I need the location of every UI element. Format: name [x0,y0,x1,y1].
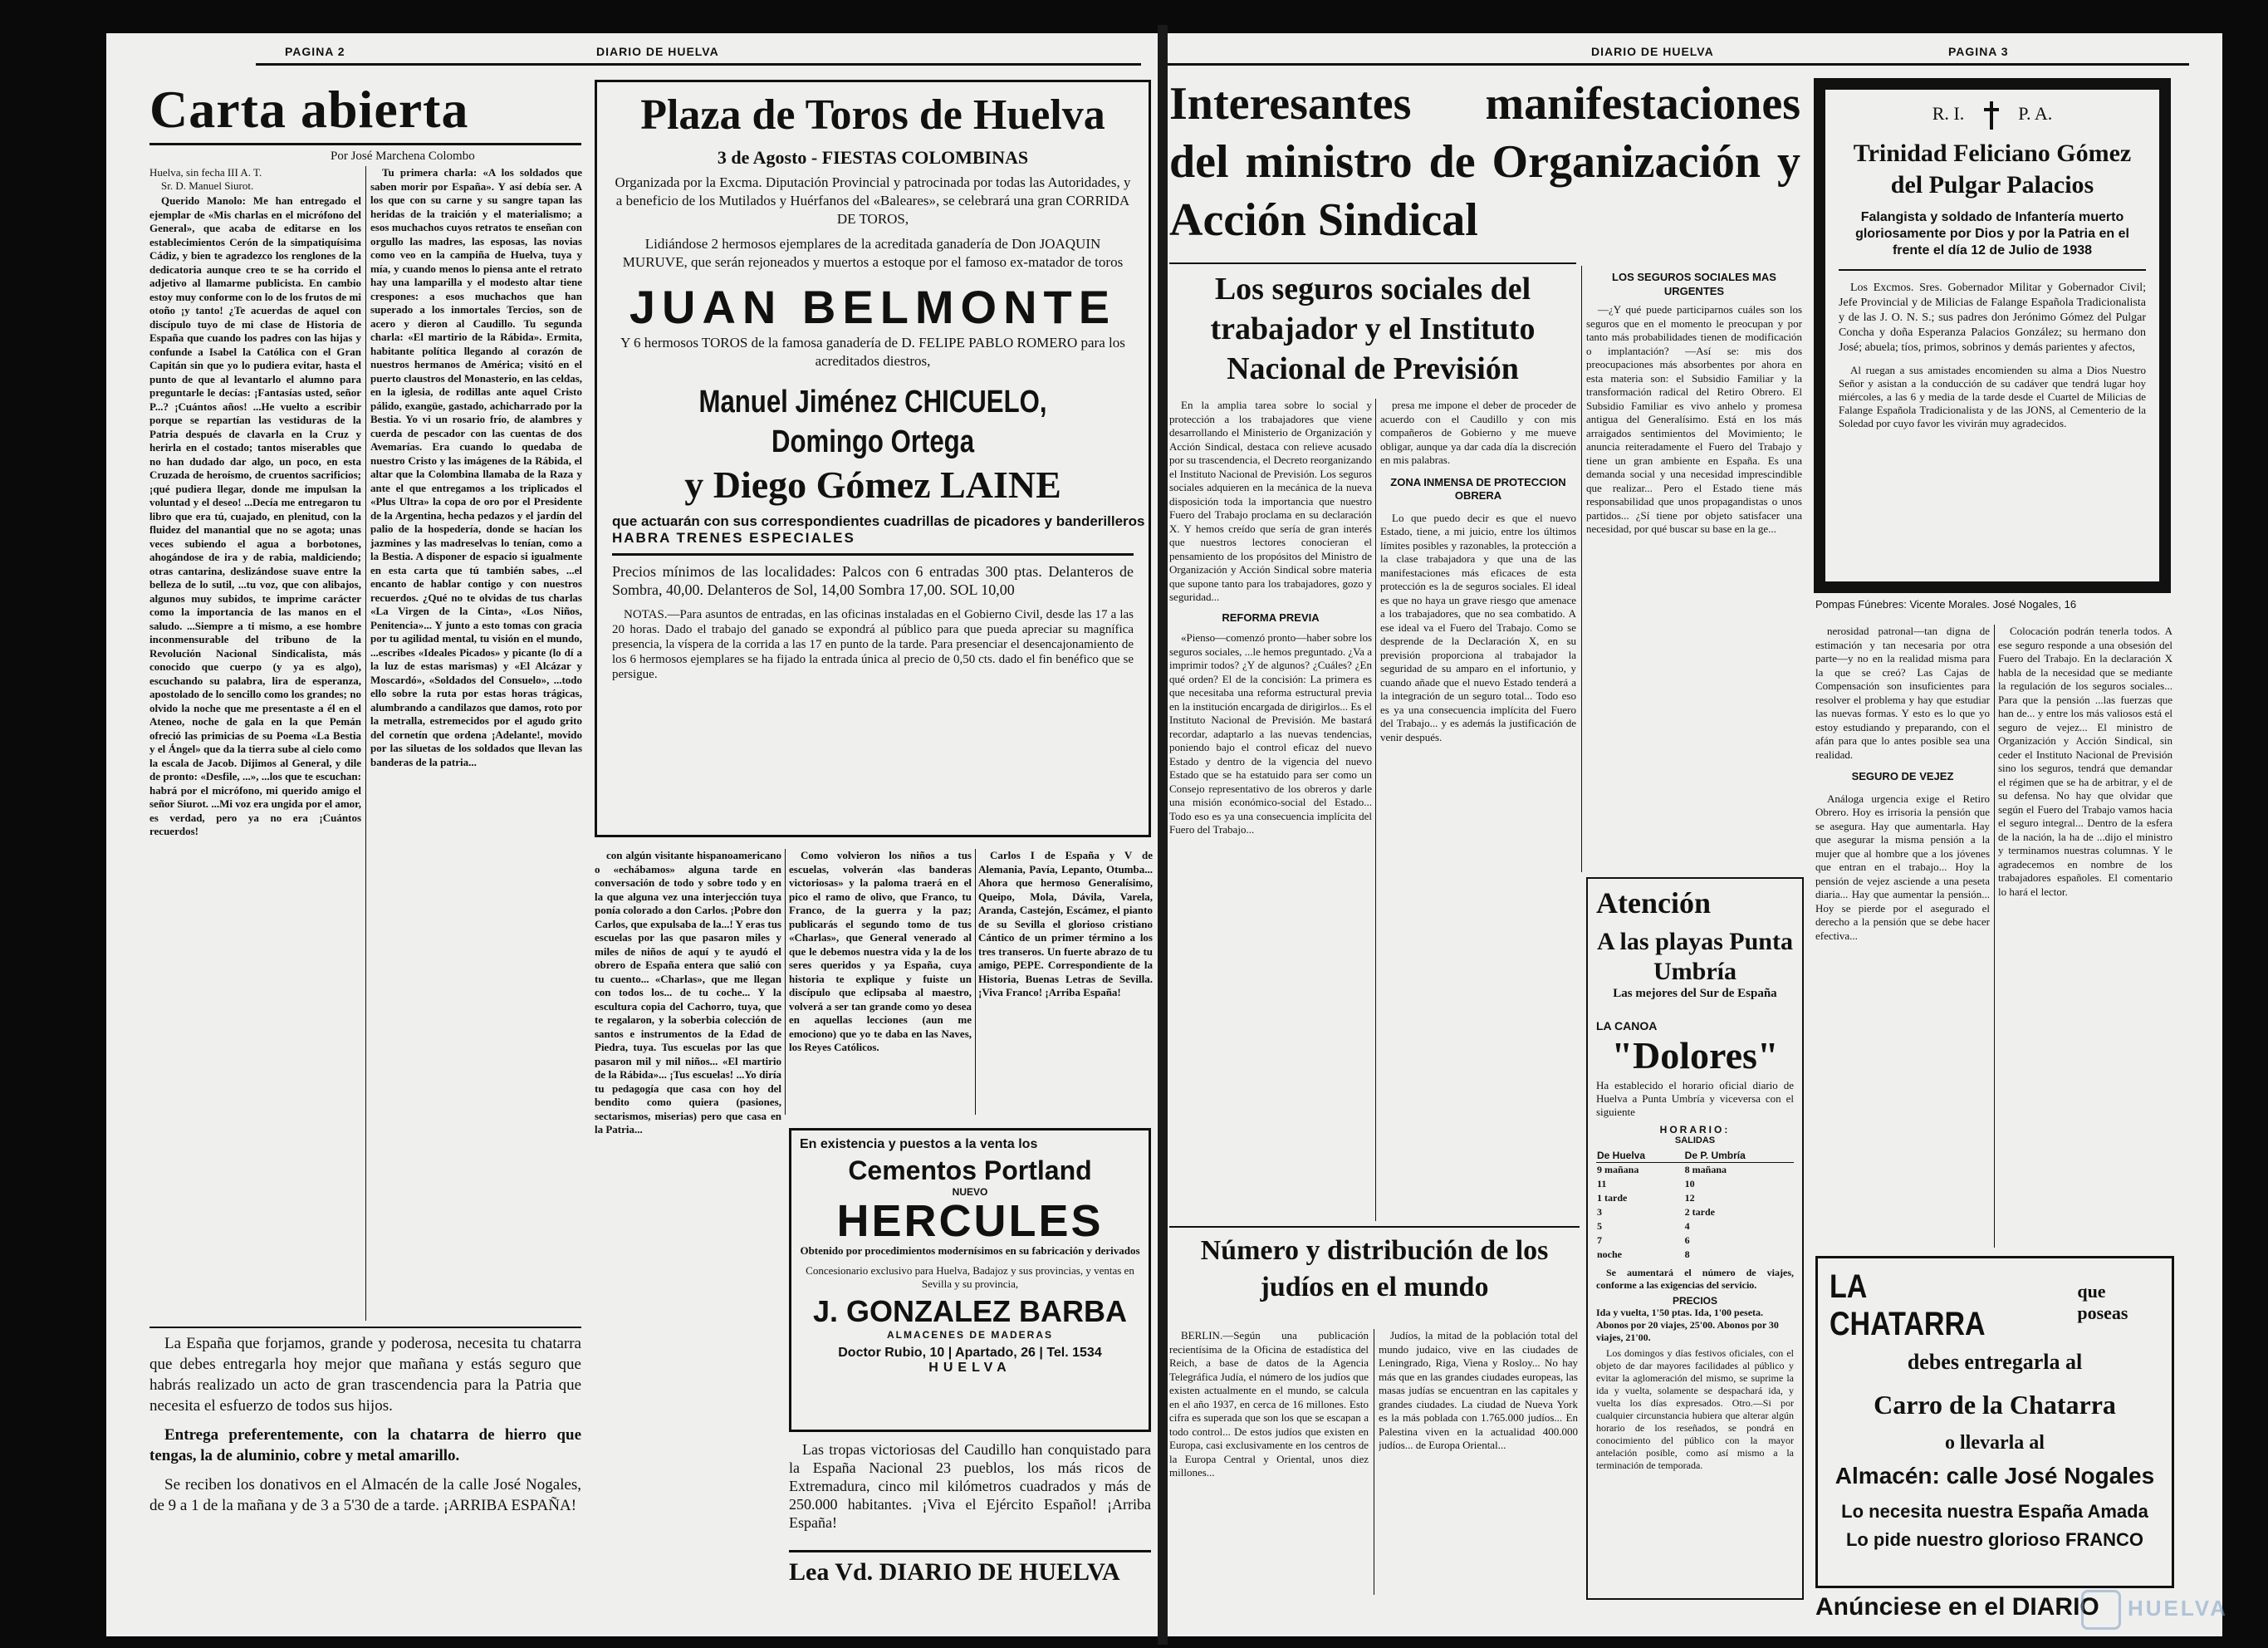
cementos-name: J. GONZALEZ BARBA [813,1294,1127,1328]
masthead-right: DIARIO DE HUELVA [1591,45,1714,58]
chatarra-para2: Entrega preferentemente, con la chatarra de hierro que tengas, la de aluminio, cobre y metal amarillo. [149,1426,581,1464]
horario-row [1596,1163,1794,1178]
watermark: HUELVA [2081,1590,2228,1630]
seguro-col-a: nerosidad patronal—tan digna de estimación y tan necesaria por otra parte—y no en la realidad misma para la que se creó? Las Cajas de Compensación son insuficientes para resolver el problema y hay que estudiar las nuevas formas. Y esto es lo que yo estoy estudiando y preparando, con el afán para que lo antes posible sea una realidad. SEGURO DE VEJEZ Análoga urgencia exige el Retiro Obrero. Hoy es irrisoria la pensión que se asegura. Hay que aumentarla. Hay que asegurar la misma pensión a la mujer que al hombre que a los jóvenes que entran en el trabajo... Hoy la pensión de vejez asciende a una peseta diaria... Hay que aumentar la pensión... Hoy se pierde por el asegurado el derecho a la pensión que se debe hacer efectiva... [1815,625,1990,942]
toros-ad [595,80,1151,837]
atencion-precios-head: PRECIOS [1672,1295,1717,1307]
chatarra-ad [1815,1256,2174,1588]
zona-subhead: ZONA INMENSA DE PROTECCION OBRERA [1390,475,1566,502]
seguros-headline: Los seguros sociales del trabajador y el Instituto Nacional de Previsión [1210,272,1536,386]
carta-addressee: Sr. D. Manuel Siurot. [161,179,254,192]
toros-6toros: Y 6 hermosos TOROS de la famosa ganadería de D. FELIPE PABLO ROMERO para los acreditados diestros, [620,335,1125,369]
horario-col-umbria: De P. Umbría [1684,1149,1794,1163]
toros-date: 3 de Agosto - FIESTAS COLOMBINAS [717,147,1029,168]
rip-subtitle: Falangista y soldado de Infantería muerto gloriosamente por Dios y por la Patria en el frente el día 12 de Julio de 1938 [1855,210,2129,258]
judios-col1: BERLIN.—Según una publicación recientísima de la Oficina de estadística del Reich, a base de datos de la Agencia Telegráfica Judía, el número de los judíos que existen actualmente en el mundo, se calcula en el año 1937, en cerca de 16 millones. Esto cifra es superada que son los que se escapan a todo control... De estos judíos que existen en Europa, casi exclusivamente en los centros de la Europa Central y Oriental, unos diez millones... [1169,1329,1369,1479]
carta-cont-col1: con algún visitante hispanoamericano o «echábamos» alguna tarde en conversación de todo y sobre todo y en la que alguna vez una interjección tuya ponía colorado a don Carlos. ¡Pobre don Carlos, que expulsaba de la...! Y eras tus escuelas por las que pasaron miles y miles de niños de aquí y te ayudó el obrero de España entera que salió con tu cuento... «Charlas», que me llegan con todos los... de tu coche... Y la escultura copia del Cachorro, tuya, que te regalaron, y la soberbia colección de santos e instrumentos de la Edad de Piedra, tuya. Tus escuelas por las que pasaron mil y mil niños... «El martirio de la Rábida»... ¡Tus escuelas! ...Yo diría tu pedagogía que casa con hoy del bendito como quiera (pasiones, sectarismos, miserias) pero que casa en la Patria... [595,849,781,1135]
cementos-brand: HERCULES [836,1196,1104,1246]
salida-umbria: 8 mañana [1684,1164,1727,1175]
tropas-notice: Las tropas victoriosas del Caudillo han conquistado para la España Nacional 23 pueblos, los más ricos de Extremadura, cinco mil kilómetros cuadrados y más de 250.000 habitantes. ¡Viva el Ejército Español! ¡Arriba España! [789,1441,1151,1531]
header-rule [256,63,1141,66]
seguro-col-b: Colocación podrán tenerla todos. A ese seguro responde a una obsesión del Fuero del Trabajo. En la declaración X habla de la necesidad que se mediante la regulación de los seguros sociales... Para que la pensión ...las fuerzas que han de... y entre los más valiosos está el seguro de vejez... El ministro de Organización y Acción Sindical, sin ceder el Instituto Nacional de Previsión sino los seguros, tendrá que demandar el régimen que se ha de arbitrar, y el de su defensa. No hay que olvidar que según el Fuero del Trabajo vamos hacia el seguro integral... Dentro de la esfera de la nación, la ha de ...dijo el ministro y terminamos nuestras columnas. Y le agradecemos en nombre de los trabajadores españoles. El comentario lo hará el lector. [1998,625,2172,898]
rip-name: Trinidad Feliciano Gómez del Pulgar Palacios [1853,140,2132,199]
cross-icon [1984,101,1999,130]
rip-pompas: Pompas Fúnebres: Vicente Morales. José Nogales, 16 [1815,598,2077,611]
rip-family: Los Excmos. Sres. Gobernador Militar y Gobernador Civil; Jefe Provincial y de Milicias de Falange Española Tradicionalista y de las J. O. N. S.; sus padres don Jerónimo Gómez del Pulgar Concha y doña Esperanza Palacios González; su hermano don José; abuela; tíos, primos, sobrinos y demás parientes y afectos, [1839,282,2146,354]
cementos-obtenido: Obtenido por procedimientos modernísimos en su fabricación y derivados [800,1244,1140,1257]
toros-title: Plaza de Toros de Huelva [640,91,1105,139]
toros-organized: Organizada por la Excma. Diputación Provincial y patrocinada por todas las Autoridades, y a beneficio de los Mutilados y Huérfanos del «Baleares», se celebrará una gran CORRIDA DE TOROS, [615,174,1131,227]
ministro-col2: presa me impone el deber de proceder de acuerdo con el Caudillo y con mis compañeros de Gobierno y me mueve obligar, aunque ya dar cada día la discreción en mis palabras. ZONA INMENSA DE PROTECCION OBRERA Lo que puedo decir es que el nuevo Estado, tiene, a mi juicio, entre los últimos límites posibles y razonables, la protección a la clase trabajadora y que una de las manifestaciones más eficaces de esta protección es la de seguros sociales. El ideal es que no haya un grave riesgo que amenace a los trabajadores, que no sea combatido. A ese ideal va el Fuero del Trabajo. Como se desprende de la Declaración X, en su previsión proporciona al trabajador la seguridad de su amparo en el infortunio, y cuando añade que el nuevo Estado tenderá a la integración de un seguro total... Todo eso es ya una consecuencia implícita del Fuero del Trabajo... y es además la justificación de venir después. [1380,399,1576,743]
salida-huelva: 5 [1597,1220,1602,1232]
col-rule [365,166,366,1321]
chatarra-title-small: que poseas [2077,1281,2128,1323]
salida-huelva: 1 tarde [1597,1192,1628,1204]
ministro-col1: En la amplia tarea sobre lo social y protección a los trabajadores que viene desarrollando el Ministerio de Organización y Acción Sindical, destaca con relieve acusado por su trascendencia, el Decreto reorganizando el Instituto Nacional de Previsión. Los seguros sociales adquieren en la mecánica de la nueva disposición toda la importancia que nuestro Fuero del Trabajo proclama en su declaración X. Y hemos creído que sería de gran interés que nuestros lectores conocieran el pensamiento de los propósitos del Ministro de Organización y Acción Sindical sobre materia que supone tanto para los trabajadores, gozo y seguridad... REFORMA PREVIA «Pienso—comenzó pronto—haber sobre los seguros sociales, ...le hemos preguntado. ¿Va a imprimir todos? ¿Y de algunos? ¿Cuáles? ¿En qué orden? El de la concisión: La primera es que necesitaba una reforma estructural previa en la institución encargada de dirigirlos... Es el Instituto Nacional de Previsión. Me bastará recordar, adaptarlo a las nuevas tendencias, poniendo bajo el control eficaz del nuevo Estado y dentro de la vigencia del nuevo Estado que se ha estatuido para ser como un Consejo representativo de los obreros y darle una misión económico-social del Estado... Todo eso es ya una consecuencia implícita del Fuero del Trabajo... [1169,399,1372,836]
salida-huelva: 9 mañana [1597,1164,1639,1175]
salida-huelva: 7 [1597,1234,1602,1246]
horario-col-huelva: De Huelva [1596,1149,1684,1163]
atencion-precios: Ida y vuelta, 1'50 ptas. Ida, 1'00 peseta. Abonos por 20 viajes, 25'00. Abonos por 30 viajes, 21'00. [1596,1307,1779,1343]
chatarra-o-llevarla: o llevarla al [1945,1432,2045,1454]
atencion-nota: Los domingos y días festivos oficiales, con el objeto de dar mayores facilidades al público y evitar la aglomeración del mismo, se suprime la ida y vuelta, solamente se despachará ida, y vuelta los días expresados. Otro.—Si por cualquier circunstancia hubiera que alterar algún horario de los reseñados, se pondrá en conocimiento del público con la mayor antelación posible, como así mismo a la terminación de temporada. [1596,1347,1794,1471]
cementos-nuevo: NUEVO [952,1186,988,1198]
anunciese: Anúnciese en el DIARIO [1815,1593,2099,1621]
rip-ruegan: Al ruegan a sus amistades encomienden su alma a Dios Nuestro Señor y asistan a la conducción de su cadáver que tendrá lugar hoy miércoles, a las 6 y media de la tarde desde el Cuartel de Milicias de Falange Española Tradicionalista y de las JONS, al Cementerio de la Soledad por cuyo favor les vivirán muy agradecidos. [1839,364,2146,429]
vejez-subhead: SEGURO DE VEJEZ [1851,770,1954,782]
carta-cont-col3: Carlos I de España y V de Alemania, Pavía, Lepanto, Otumba... Ahora que hermoso Generalísimo, Queipo, Mola, Dávila, Varela, Aranda, Castejón, Escámez, el pianto de su Sevilla el glorioso cristiano Cántico de un primer término a los tres transeros. Un fuerte abrazo de tu amigo, PEPE. Correspondiente de la Historia, Buenas Letras de Sevilla. ¡Viva Franco! ¡Arriba España! [978,849,1153,998]
archive-logo-icon [2081,1590,2121,1630]
atencion-canoa: LA CANOA [1596,1019,1658,1032]
chatarra-debes: debes entregarla al [1907,1350,2083,1374]
cementos-title: Cementos Portland [848,1155,1092,1185]
salida-umbria: 2 tarde [1684,1206,1715,1218]
page-fold [1158,25,1168,1645]
toros-star: JUAN BELMONTE [629,281,1117,333]
page-number-right: PAGINA 3 [1948,45,2009,58]
toros-precios: Precios mínimos de las localidades: Palcos con 6 entradas 300 ptas. Delanteros de Sombra, 40,00. Delanteros de Sol, 14,00 Sombra 17,00. SOL 10,00 [612,563,1134,598]
horario-row [1596,1205,1794,1219]
ministro-col3: LOS SEGUROS SOCIALES MAS URGENTES —¿Y qué puede participarnos cuáles son los seguros que en el momento le preocupan y por tanto más probabilidades tienen de modificación o implantación? —Así se: mis dos preocupaciones más absorbentes por ahora en esta materia son: el Subsidio Familiar y la transformación radical del Retiro Obrero. El Subsidio Familiar es vivo anhelo y promesa antigua del Generalísimo. Está en los más arraigados sentimientos del Movimiento; le anuncia reiteradamente el Fuero del Trabajo y tiene un gran ambiente en España. Es una demanda social y una necesidad imprescindible que realizar... Pero el Estado tiene más responsabilidad que unos propagandistas o unos partidos... ¿Sí tiene por objeto satisfacer una necesidad, por qué buscar su base en la ge... [1586,271,1802,535]
cementos-ad [789,1128,1151,1432]
horario-row [1596,1191,1794,1205]
judios-col2: Judíos, la mitad de la población total del mundo judaico, vive en las ciudades de Leningrado, Riga, Viena y Rosloy... No hay más que en las grandes ciudades europeas, las masas judías se encuentran en las capitales y grandes ciudades. La ciudad de Nueva York es la más poblada con 1.765.000 judíos... En Palestina viven en la actualidad 400.000 judíos... de Europa Oriental... [1379,1329,1578,1451]
judios-headline: Número y distribución de los judíos en el mundo [1200,1235,1549,1302]
horario-row [1596,1248,1794,1262]
cementos-concesionario: Concesionario exclusivo para Huelva, Badajoz y sus provincias, y ventas en Sevilla y su provincia, [806,1264,1134,1290]
ministro-headline: Interesantes manifestaciones del ministro de Organización y Acción Sindical [1169,78,1800,246]
toros-notas: NOTAS.—Para asuntos de entradas, en las oficinas instaladas en el Gobierno Civil, desde las 17 a las 20 horas. Dado el trabajo del ganado se expondrá al público para que pueda apreciar su magnífica presencia, la víspera de la corrida a las 17 en punto de la tarde. Para presenciar el desencajonamiento de los 6 hermosos ejemplares se ha fijado la entrada única al precio de 0,50 cts. dado el fin benéfico que se persigue. [612,608,1134,681]
horario-table [1596,1149,1794,1262]
seguros-urgentes-subhead: LOS SEGUROS SOCIALES MAS URGENTES [1612,271,1776,297]
horario-row [1596,1177,1794,1191]
atencion-mejores: Las mejores del Sur de España [1613,987,1777,1000]
chatarra-almacen: Almacén: calle José Nogales [1834,1463,2155,1489]
carta-rule [149,143,581,145]
rip-notice [1814,78,2171,593]
chatarra-para1: La España que forjamos, grande y poderosa, necesita tu chatarra que debes entregarla hoy mejor que mañana y estás seguro que habrás realizado un acto de gran trascendencia para la Patria que necesita el esfuerzo de todos sus hijos. [149,1335,581,1415]
cementos-header: En existencia y puestos a la venta los [800,1137,1038,1151]
atencion-ad [1586,877,1804,1600]
atencion-intro: Ha establecido el horario oficial diario de Huelva a Punta Umbría y viceversa con el siguiente [1596,1079,1794,1118]
atencion-aumentara: Se aumentará el número de viajes, conforme a las exigencias del servicio. [1596,1267,1794,1291]
salida-huelva: 3 [1597,1206,1602,1218]
carta-byline: Por José Marchena Colombo [331,150,475,163]
page-number-left: PAGINA 2 [285,45,345,58]
carta-cont-col2: Como volvieron los niños a tus escuelas, volverán «las banderas victoriosas» y la paloma traerá en el pico el ramo de olivo, que Franco, tu Franco, de la guerra y la paz; publicarás el segundo tomo de tus «Charlas», que General venerado al que le debemos nuestra vida y la de los seres queridos y ya España, cuya historia te explique y fuiste un discípulo que eclipsaba al maestro, volverá a ser tan grande como yo desea en aquellas lecciones (aun me emociono) que yo te daba en las Naves, los Reyes Católicos. [789,849,972,1053]
chatarra-para3: Se reciben los donativos en el Almacén de la calle José Nogales, de 9 a 1 de la mañana y de 3 a 5'30 de a tarde. ¡ARRIBA ESPAÑA! [149,1476,581,1514]
toros-diestros2: y Diego Gómez LAINE [684,464,1061,506]
horario-row [1596,1219,1794,1234]
horario-row [1596,1234,1794,1248]
salida-umbria: 4 [1684,1220,1690,1232]
reforma-subhead: REFORMA PREVIA [1222,611,1320,624]
chatarra-left [149,1333,581,1624]
masthead-left: DIARIO DE HUELVA [596,45,719,58]
left-page [106,33,1158,1636]
atencion-dolores: "Dolores" [1611,1034,1779,1077]
cementos-almacenes: ALMACENES DE MADERAS [886,1329,1053,1341]
atencion-playas: A las playas Punta Umbría [1597,928,1793,985]
carta-col2: Tu primera charla: «A los soldados que saben morir por España». Y así debía ser. A los que con su carne y su sangre tapan las heridas de la traición y el materialismo; a esos muchachos cuyos retratos te enseñan con orgullo las madres, las esposas, las novias como veo en la campiña de Huelva, tuya y mía, y cuando menos lo piensa ante el retrato hay una lamparilla y el modesto altar tiene crespones: a esos muchachos que han superado a los inmortales Tercios, son de acero y dieron al Caudillo. Tu segunda charla: «El martirio de la Rábida». Ermita, habitante política llegando al corazón de nuestros hermanos de América; visitó en el puerto claustros del Monasterio, en las celdas, en la iglesia, de rodillas ante aquel Cristo pálido, exangüe, gastado, achicharrado por la Bestia. Yo vi un rosario frío, de alambres y cuerda de pescador con las cuentas de dos Avemarías. Era cuando lo quedaba de nuestro Cristo y las imágenes de la Rábida, el altar que la Colombina llamaba de la Raza y ante el que entregamos a los triplicados el «Plus Ultra» la copa de oro por el Presidente de la Argentina, hecha pedazos y el jardín del palio de la hospedería, donde se hacían los jazmines y las madreselvas lo tenían, como a la Bestia. A disponer de espacio si igualmente en esta carta que tú también sabes, ...el encanto de hablar contigo y con nuestros recuerdos. ¿Qué no te olvidas de tus charlas «La Virgen de la Cinta», «Los Niños, Penitencia»... Y junto a esto tomas con gracia por tu agilidad mental, tu visión en el mundo, ...escribes «Ideales Picados» y picante (lo dí a la luz de estas marismas) y «El Alcázar y Moscardó», «Soldados del Consuelo», ...todo ello sobre la ruta por estas horas trágicas, alumbrando a candilazos que damos, roto por la metralla, estremecidos por el agudo grito del cornetín que ordena ¡Adelante!, movido por las siluetas de los soldados que llevan las banderas de la patria... [370,166,582,768]
toros-cuadrillas: que actuarán con sus correspondientes cuadrillas de picadores y banderilleros [612,513,1145,529]
chatarra-title: LA CHATARRA [1830,1268,1986,1342]
horario-rows [1596,1163,1794,1263]
right-page [1168,33,2222,1636]
toros-diestros1: Manuel Jiménez CHICUELO, Domingo Ortega [698,385,1047,459]
salida-huelva: 11 [1597,1178,1607,1189]
atencion-salidas: SALIDAS [1674,1135,1716,1145]
rip-header: R. I. P. A. [1839,101,2146,130]
carta-title: Carta abierta [149,80,469,139]
salida-umbria: 12 [1684,1192,1695,1204]
toros-lidiandose: Lidiándose 2 hermosos ejemplares de la acreditada ganadería de Don JOAQUIN MURUVE, que serán rejoneados y muertos a estoque por el famoso ex-matador de toros [622,236,1124,270]
carta-col1: Querido Manolo: Me han entregado el ejemplar de «Mis charlas en el micrófono del General», que acaba de editarse en los establecimientos Cerón de la simpatiquísima Cádiz, y bien te agradezco los renglones de la dedicatoria aunque creo te se ha corrido el adjetivo al llamarme publicista. En cambio estoy muy conforme con lo de los frutos de mi otoño ¡y tanto! ¿Te acuerdas de aquel con discípulo tuyo de mi clase de Historia de España que cuando los padres con las hijas y confunde a Isabel la Católica con el Gran Capitán sin que yo lo pudiera evitar, hasta el punto de que al levantarlo el alumno para preguntarle le decías: ¡Fantasías usted, señor P...? ¡Cuántos años! ...He vuelto a escribir porque se repartían las vestiduras de la Patria después de clavarla en la Cruz y herirla en el costado; tantos miserables que no han dudado dar algo, un poco, en esta Cruzada de heroísmo, de cruentos sacrificios; ¡qué pudiera llegar, donde me impulsan la voluntad y el deseo! ...Decía me entregaron tu libro que era tú, cuajado, en plenitud, con la fluidez del manantial que no se agota; unas veces subiendo el agua a borbotones, ahogándose de ira y de rabia, maldiciendo; otras cantarina, deslizándose suave entre la belleza de lo sutil, ...tu voz, que con alibajos, algunos muy subidos, te imprime carácter como la importancia de las manos en el saludo. ...Siempre a ti mismo, a ese hombre inconmensurable del tribuno de la Revolución Nacional Sindicalista, más conocido que cuerpo (y ya es algo), escuchando su palabra, lira de esperanza, apostolado de lo sencillo como los grandes; no olvido la noche que me presentaste a él en el Ateneo, noche de gala en la que Pemán ofreció las primicias de su Poema «La Bestia y el Ángel» que da la tierra sube al cielo como la escala de Jacob. Dijimos al General, y dile de pronto: «Desfile, ...», ...los que te escuchan: habrá por el micrófono, mi querido amigo el señor Siurot. ...Mi voz era ungida por el amor, es verdad, pero ya no era ¡Cuántos recuerdos! [149,194,361,837]
atencion-horario: HORARIO: [1659,1124,1731,1135]
chatarra-pide: Lo pide nuestro glorioso FRANCO [1845,1529,2144,1550]
cementos-address: Doctor Rubio, 10 | Apartado, 26 | Tel. 1534 [838,1346,1102,1360]
lea-diario: Lea Vd. DIARIO DE HUELVA [789,1558,1120,1586]
chatarra-rule [149,1327,581,1328]
carta-dateline: Huelva, sin fecha III A. T. [149,166,262,179]
atencion-title: Atención [1596,886,1711,920]
salida-umbria: 8 [1684,1248,1690,1260]
toros-trenes: HABRA TRENES ESPECIALES [612,530,855,546]
salida-umbria: 10 [1684,1178,1695,1189]
cementos-city: HUELVA [928,1361,1012,1375]
chatarra-necesita: Lo necesita nuestra España Amada [1841,1501,2148,1522]
chatarra-carro: Carro de la Chatarra [1874,1390,2116,1420]
salida-huelva: noche [1597,1248,1622,1260]
salida-umbria: 6 [1684,1234,1690,1246]
